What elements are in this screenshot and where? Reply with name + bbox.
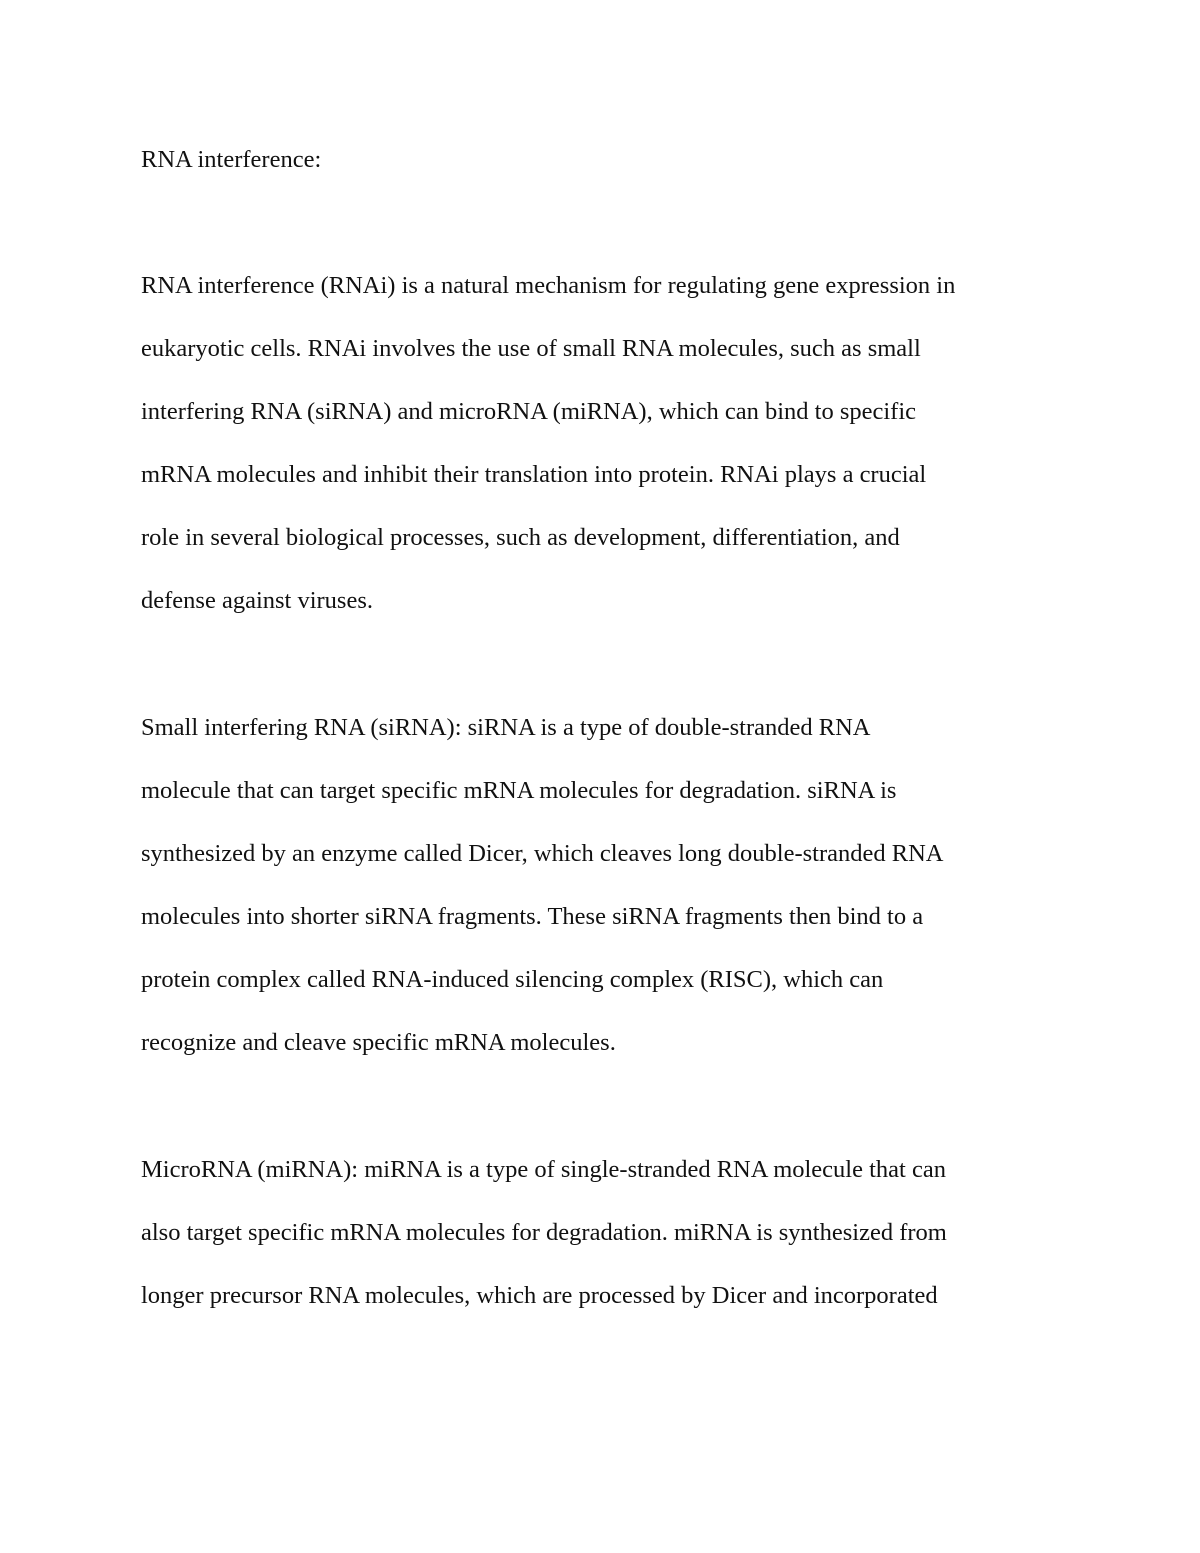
paragraph-line: longer precursor RNA molecules, which are processed by Dicer and incorporated: [141, 1282, 938, 1309]
paragraph-line: defense against viruses.: [141, 587, 373, 614]
paragraph-line: molecules into shorter siRNA fragments. These siRNA fragments then bind to a: [141, 903, 924, 930]
paragraph-line: also target specific mRNA molecules for degradation. miRNA is synthesized from: [141, 1219, 947, 1246]
paragraph-line: MicroRNA (miRNA): miRNA is a type of single-stranded RNA molecule that can: [141, 1156, 946, 1183]
paragraph-line: protein complex called RNA-induced silencing complex (RISC), which can: [141, 966, 884, 993]
paragraph-line: Small interfering RNA (siRNA): siRNA is a type of double-stranded RNA: [141, 714, 871, 741]
paragraph-line: molecule that can target specific mRNA molecules for degradation. siRNA is: [141, 777, 897, 804]
paragraph-line: recognize and cleave specific mRNA molecules.: [141, 1029, 616, 1056]
paragraph-line: mRNA molecules and inhibit their translation into protein. RNAi plays a crucial: [141, 461, 927, 488]
paragraph-line: eukaryotic cells. RNAi involves the use of small RNA molecules, such as small: [141, 335, 921, 362]
paragraph-line: RNA interference (RNAi) is a natural mechanism for regulating gene expression in: [141, 272, 956, 299]
document-heading: RNA interference:: [141, 146, 322, 173]
paragraph-line: interfering RNA (siRNA) and microRNA (miRNA), which can bind to specific: [141, 398, 917, 425]
paragraph-line: synthesized by an enzyme called Dicer, which cleaves long double-stranded RNA: [141, 840, 944, 867]
paragraph-line: role in several biological processes, such as development, differentiation, and: [141, 524, 900, 551]
